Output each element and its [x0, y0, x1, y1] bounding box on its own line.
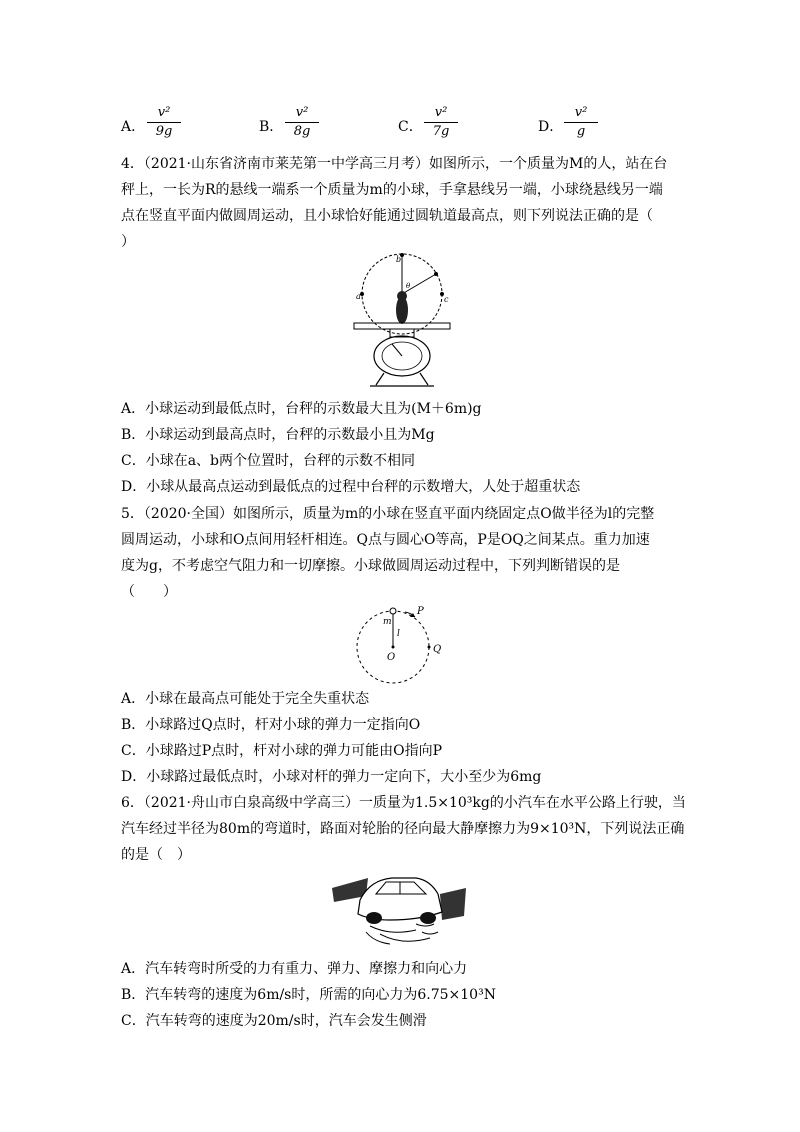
- label-p: P: [417, 606, 424, 617]
- fraction: $\frac{\text{v²}}{g}$: [564, 104, 598, 141]
- option-label: C．: [398, 119, 423, 135]
- label-b: b: [396, 255, 402, 264]
- q4-stem-line: 点在竖直平面内做圆周运动，且小球恰好能通过圆轨道最高点，则下列说法正确的是（: [121, 208, 653, 224]
- q6-option-c: C．汽车转弯的速度为20m/s时，汽车会发生侧滑: [121, 1013, 427, 1029]
- q5-stem-line: 5．（2020·全国）如图所示，质量为m的小球在竖直平面内绕固定点O做半径为l的完整: [121, 506, 655, 522]
- option-label: D．: [538, 119, 564, 135]
- label-m: m: [383, 617, 392, 627]
- q5-option-a: A．小球在最高点可能处于完全失重状态: [121, 691, 370, 707]
- label-c: c: [444, 295, 449, 304]
- fraction: $\frac{\text{v²}}{8g}$: [285, 104, 319, 141]
- q5-option-b: B．小球路过Q点时，杆对小球的弹力一定指向O: [121, 717, 421, 733]
- label-theta: θ: [406, 282, 411, 290]
- q6-option-a: A．汽车转弯时所受的力有重力、弹力、摩擦力和向心力: [121, 961, 468, 977]
- scale-person-figure: [350, 252, 460, 392]
- q4-stem-line: 秤上，一长为R的悬线一端系一个质量为m的小球，手拿悬线另一端，小球绕悬线另一端: [121, 182, 663, 198]
- q5-stem-line: （ ）: [121, 584, 177, 600]
- option-label: A．: [121, 119, 146, 135]
- q4-stem-line: ）: [121, 234, 135, 250]
- q4-option-c: C．小球在a、b两个位置时，台秤的示数不相同: [121, 453, 416, 469]
- option-label: B．: [259, 119, 284, 135]
- q6-option-b: B．汽车转弯的速度为6m/s时，所需的向心力为6.75×10³N: [121, 987, 496, 1003]
- label-o: O: [387, 652, 396, 663]
- q6-stem-line: 6．（2021·舟山市白泉高级中学高三）一质量为1.5×10³kg的小汽车在水平公路上行驶，当: [121, 795, 686, 811]
- circle-rod-figure: [345, 600, 465, 690]
- q4-stem-line: 4．（2021·山东省济南市莱芜第一中学高三月考）如图所示，一个质量为M的人，站在台: [121, 156, 668, 172]
- q5-option-c: C．小球路过P点时，杆对小球的弹力可能由O指向P: [121, 743, 443, 759]
- q4-option-b: B．小球运动到最高点时，台秤的示数最小且为Mg: [121, 427, 435, 443]
- car-turning-figure: [330, 866, 470, 948]
- fraction: $\frac{\text{v²}}{7g}$: [424, 104, 458, 141]
- q6-stem-line: 的是（ ）: [121, 847, 191, 863]
- label-a: a: [356, 292, 361, 301]
- label-l: l: [397, 629, 400, 639]
- q5-stem-line: 度为g，不考虑空气阻力和一切摩擦。小球做圆周运动过程中，下列判断错误的是: [121, 558, 620, 574]
- q5-option-d: D．小球路过最低点时，小球对杆的弹力一定向下，大小至少为6mg: [121, 769, 542, 785]
- q6-stem-line: 汽车经过半径为80m的弯道时，路面对轮胎的径向最大静摩擦力为9×10³N，下列说法正确: [121, 821, 685, 837]
- label-q: Q: [433, 644, 442, 655]
- q4-option-a: A．小球运动到最低点时，台秤的示数最大且为(M＋6m)g: [121, 401, 482, 417]
- q5-stem-line: 圆周运动，小球和O点间用轻杆相连。Q点与圆心O等高，P是OQ之间某点。重力加速: [121, 532, 650, 548]
- fraction: $\frac{\text{v²}}{9g}$: [147, 104, 181, 141]
- q4-option-d: D．小球从最高点运动到最低点的过程中台秤的示数增大，人处于超重状态: [121, 479, 581, 495]
